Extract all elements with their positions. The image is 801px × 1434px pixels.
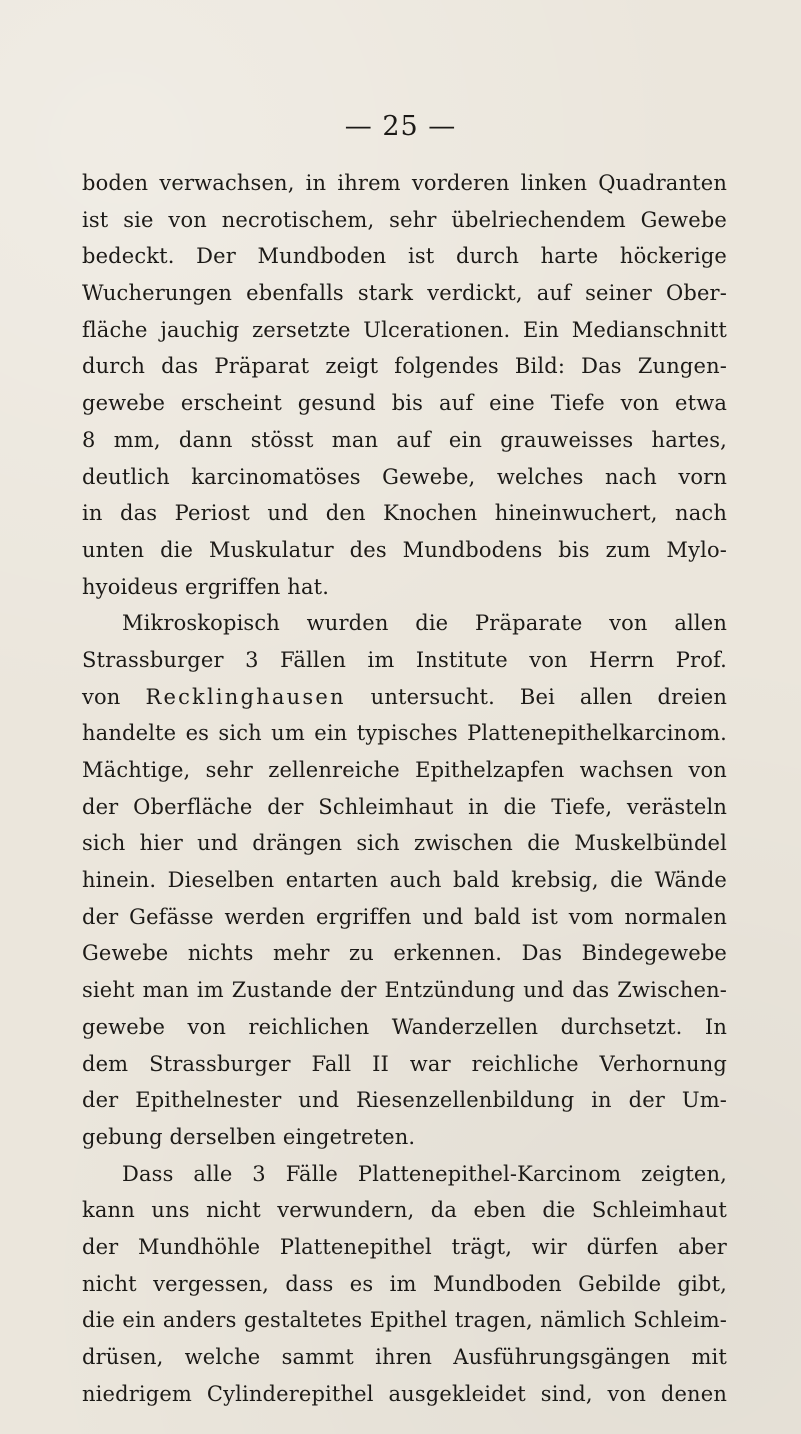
- text-line: durch das Präparat zeigt folgendes Bild: Das Zungen-: [82, 354, 727, 379]
- text-line: deutlich karcinomatöses Gewebe, welches nach vorn: [82, 464, 727, 489]
- text-line: dem Strassburger Fall II war reichliche Verhornung: [82, 1051, 727, 1076]
- text-line: handelte es sich um ein typisches Plattenepithelkarcinom.: [82, 721, 727, 746]
- paragraph-start-line: Dass alle 3 Fälle Plattenepithel-Karcinom zeigten,: [122, 1161, 727, 1186]
- text-line: die ein anders gestaltetes Epithel tragen, nämlich Schleim-: [82, 1308, 727, 1333]
- line-suffix: untersucht. Bei allen dreien: [345, 684, 727, 709]
- text-line-with-name: [82, 679, 727, 716]
- page-number: — 25 —: [344, 111, 457, 142]
- paragraph-start-line: Mikroskopisch wurden die Präparate von allen: [122, 611, 727, 636]
- text-line: gewebe von reichlichen Wanderzellen durchsetzt. In: [82, 1014, 727, 1039]
- body-text: [82, 165, 727, 1412]
- text-line: Wucherungen ebenfalls stark verdickt, auf seiner Ober-: [82, 281, 727, 306]
- paragraph-end-line: gebung derselben eingetreten.: [82, 1124, 416, 1149]
- text-line: Mächtige, sehr zellenreiche Epithelzapfen wachsen von: [82, 758, 727, 782]
- text-line: sich hier und drängen sich zwischen die Muskelbündel: [82, 831, 727, 856]
- text-line: niedrigem Cylinderepithel ausgekleidet sind, von denen: [82, 1381, 727, 1406]
- text-line: hinein. Dieselben entarten auch bald krebsig, die Wände: [82, 868, 727, 893]
- text-line: der Epithelnester und Riesenzellenbildung in der Um-: [82, 1088, 727, 1113]
- text-line: der Oberfläche der Schleimhaut in die Tiefe, verästeln: [82, 794, 727, 819]
- text-line: gewebe erscheint gesund bis auf eine Tiefe von etwa: [82, 391, 727, 416]
- paragraph-end-line: hyoideus ergriffen hat.: [82, 574, 330, 599]
- text-line: der Gefässe werden ergriffen und bald ist vom normalen: [82, 904, 727, 929]
- text-line: nicht vergessen, dass es im Mundboden Gebilde gibt,: [82, 1271, 727, 1296]
- text-line: in das Periost und den Knochen hineinwuchert, nach: [82, 501, 727, 526]
- spaced-name: Recklinghausen: [145, 684, 346, 709]
- line-prefix: von: [82, 684, 146, 709]
- text-line: ist sie von necrotischem, sehr übelriechendem Gewebe: [82, 207, 727, 232]
- text-line: bedeckt. Der Mundboden ist durch harte höckerige: [82, 244, 727, 269]
- text-line: Gewebe nichts mehr zu erkennen. Das Bindegewebe: [82, 941, 727, 966]
- text-line: kann uns nicht verwundern, da eben die Schleimhaut: [82, 1198, 727, 1223]
- text-line: 8 mm, dann stösst man auf ein grauweisses hartes,: [82, 427, 727, 452]
- text-line: boden verwachsen, in ihrem vorderen linken Quadranten: [82, 171, 727, 195]
- text-line: der Mundhöhle Plattenepithel trägt, wir dürfen aber: [82, 1234, 727, 1259]
- text-line: sieht man im Zustande der Entzündung und das Zwischen-: [82, 978, 727, 1003]
- text-line: fläche jauchig zersetzte Ulcerationen. Ein Medianschnitt: [82, 317, 727, 342]
- text-line: drüsen, welche sammt ihren Ausführungsgängen mit: [82, 1345, 727, 1369]
- text-line: Strassburger 3 Fällen im Institute von Herrn Prof.: [82, 647, 727, 672]
- text-line: unten die Muskulatur des Mundbodens bis zum Mylo-: [82, 537, 727, 562]
